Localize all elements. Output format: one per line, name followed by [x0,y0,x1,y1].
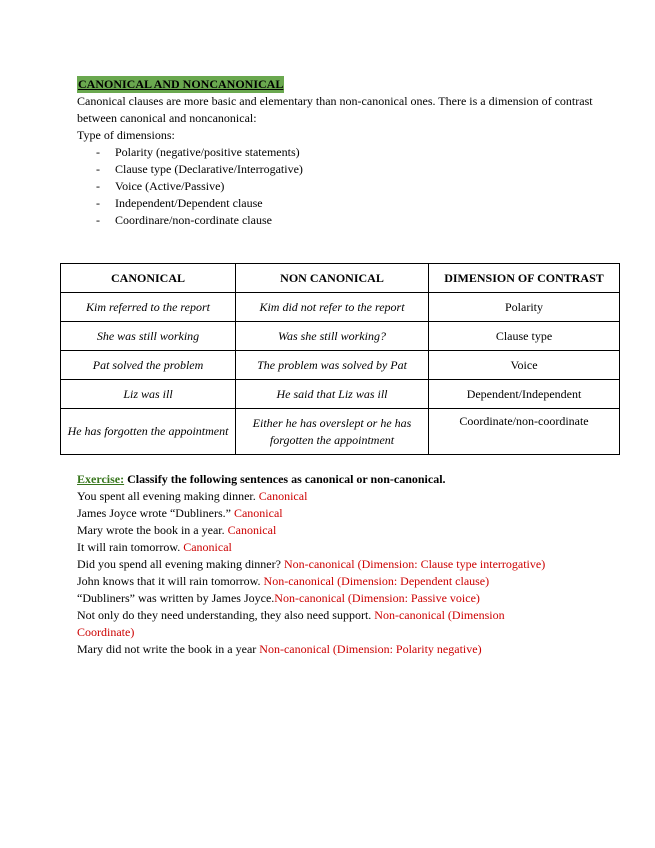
exercise-heading [77,471,547,488]
column-header-dimension: DIMENSION OF CONTRAST [429,264,620,293]
canonical-cell: Kim referred to the report [61,293,236,322]
dash-bullet: - [96,179,100,193]
answer: Non-canonical (Dimension: Dependent clause) [263,574,490,588]
dimension-cell: Voice [429,351,620,380]
non-canonical-cell: The problem was solved by Pat [236,351,429,380]
sentence: It will rain tomorrow. [77,540,184,554]
dash-bullet: - [96,196,100,210]
intro-paragraph: Canonical clauses are more basic and elementary than non-canonical ones. There is a dimension of contrast between canonical and noncanonical: [77,94,593,125]
sentence: Mary wrote the book in a year. [77,523,228,537]
non-canonical-cell: Either he has overslept or he has forgotten the appointment [236,409,429,455]
comparison-table [60,263,620,455]
exercise-item [77,590,547,607]
sentence: Not only do they need understanding, they also need support. [77,608,375,622]
dash-bullet: - [96,213,100,227]
non-canonical-cell: Was she still working? [236,322,429,351]
answer: Non-canonical (Dimension Coordinate) [77,608,505,639]
answer: Canonical [227,523,277,537]
answer: Canonical [183,540,232,554]
column-header-non-canonical: NON CANONICAL [236,264,429,293]
sentence: James Joyce wrote “Dubliners.” [77,506,234,520]
exercise-item [77,522,547,539]
table-row [61,322,620,351]
exercise-item [77,539,547,556]
list-item: - Voice (Active/Passive) [96,179,225,193]
canonical-cell: She was still working [61,322,236,351]
column-header-canonical: CANONICAL [61,264,236,293]
dimensions-list [77,144,622,229]
intro-section [77,76,622,229]
dash-bullet: - [96,162,100,176]
exercise-section [77,471,547,658]
exercise-item [77,641,547,658]
answer: Canonical [258,489,308,503]
dash-bullet: - [96,145,100,159]
table-header-row [61,264,620,293]
list-item: - Clause type (Declarative/Interrogative) [96,162,303,176]
dimension-cell: Coordinate/non-coordinate [429,409,620,455]
sentence: Did you spend all evening making dinner? [77,557,284,571]
sentence: “Dubliners” was written by James Joyce. [77,591,275,605]
sentence: John knows that it will rain tomorrow. [77,574,264,588]
table-row [61,293,620,322]
section-heading: CANONICAL AND NONCANONICAL [78,77,284,91]
exercise-item [77,505,547,522]
dimension-cell: Polarity [429,293,620,322]
canonical-cell: He has forgotten the appointment [61,409,236,455]
sentence: You spent all evening making dinner. [77,489,259,503]
table-row [61,380,620,409]
canonical-cell: Pat solved the problem [61,351,236,380]
answer: Canonical [233,506,283,520]
table-row [61,409,620,455]
sentence: Mary did not write the book in a year [77,642,260,656]
list-item: - Polarity (negative/positive statements) [96,145,300,159]
exercise-item [77,488,547,505]
exercise-item [77,556,547,573]
exercise-item [77,573,547,590]
non-canonical-cell: Kim did not refer to the report [236,293,429,322]
non-canonical-cell: He said that Liz was ill [236,380,429,409]
exercise-item [77,607,547,641]
answer: Non-canonical (Dimension: Polarity negative) [259,642,482,656]
answer: Non-canonical (Dimension: Passive voice) [274,591,480,605]
exercise-label: Exercise: [77,472,125,486]
exercise-instruction: Classify the following sentences as canonical or non-canonical. [124,472,446,486]
list-item: - Coordinare/non-cordinate clause [96,213,272,227]
list-item: - Independent/Dependent clause [96,196,263,210]
dimension-cell: Clause type [429,322,620,351]
dimension-cell: Dependent/Independent [429,380,620,409]
answer: Non-canonical (Dimension: Clause type interrogative) [283,557,546,571]
table-row [61,351,620,380]
canonical-cell: Liz was ill [61,380,236,409]
dimensions-label: Type of dimensions: [77,128,175,142]
